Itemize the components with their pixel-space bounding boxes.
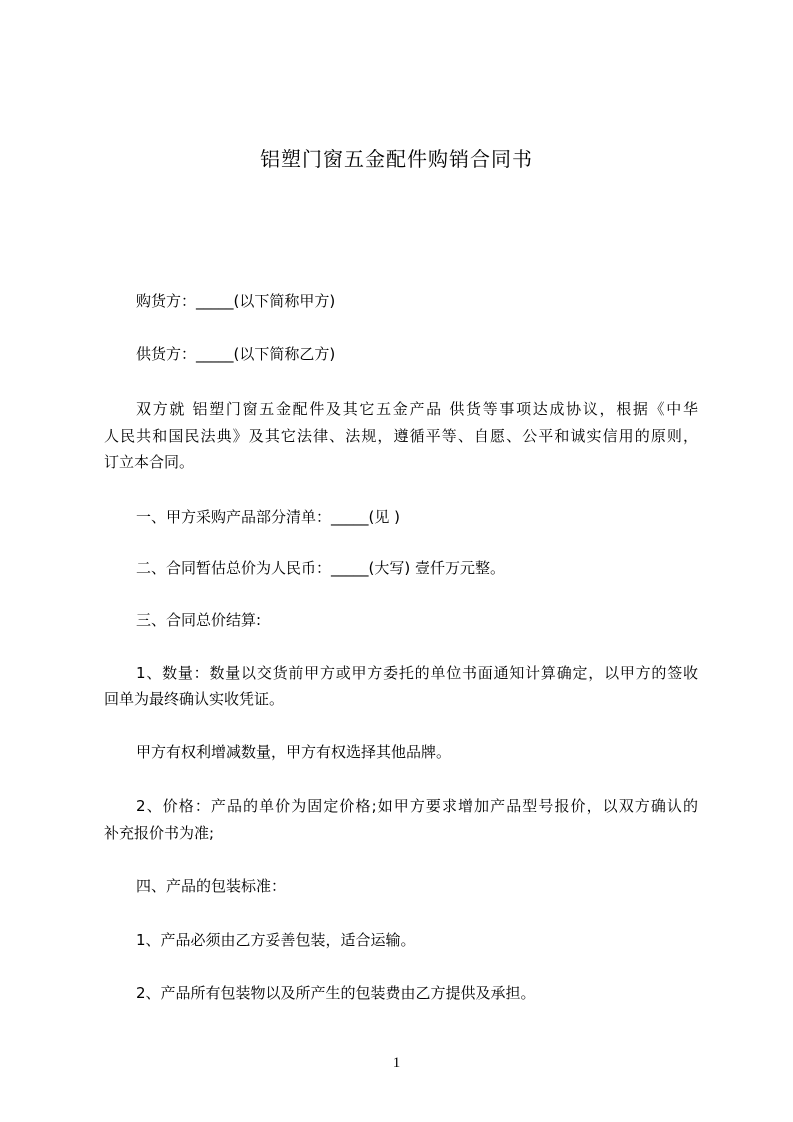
section-1-heading: 一、甲方采购产品部分清单：_____(见 )	[136, 508, 400, 526]
quantity-note: 甲方有权利增减数量，甲方有权选择其他品牌。	[136, 743, 452, 761]
price-line-2: 补充报价书为准;	[104, 824, 215, 842]
page-number: 1	[392, 1055, 401, 1071]
quantity-line-2: 回单为最终确认实收凭证。	[104, 690, 285, 708]
price-line-1: 2、价格：产品的单价为固定价格;如甲方要求增加产品型号报价，以双方确认的	[136, 797, 698, 815]
packaging-item-1: 1、产品必须由乙方妥善包装，适合运输。	[136, 931, 416, 949]
packaging-item-2: 2、产品所有包装物以及所产生的包装费由乙方提供及承担。	[136, 984, 536, 1002]
section-2-heading: 二、合同暂估总价为人民币：_____(大写) 壹仟万元整。	[136, 559, 505, 577]
intro-line-3: 订立本合同。	[104, 453, 195, 471]
section-4-heading: 四、产品的包装标准：	[136, 877, 287, 895]
supplier-line: 供货方：_____(以下简称乙方)	[136, 345, 336, 363]
buyer-line: 购货方：_____(以下简称甲方)	[136, 292, 336, 310]
section-3-heading: 三、合同总价结算:	[136, 611, 262, 629]
document-title: 铝塑门窗五金配件购销合同书	[260, 147, 533, 171]
intro-line-1: 双方就 铝塑门窗五金配件及其它五金产品 供货等事项达成协议，根据《中华	[136, 400, 698, 418]
quantity-line-1: 1、数量：数量以交货前甲方或甲方委托的单位书面通知计算确定，以甲方的签收	[136, 664, 698, 682]
intro-line-2: 人民共和国民法典》及其它法律、法规，遵循平等、自愿、公平和诚实信用的原则，	[104, 427, 698, 445]
